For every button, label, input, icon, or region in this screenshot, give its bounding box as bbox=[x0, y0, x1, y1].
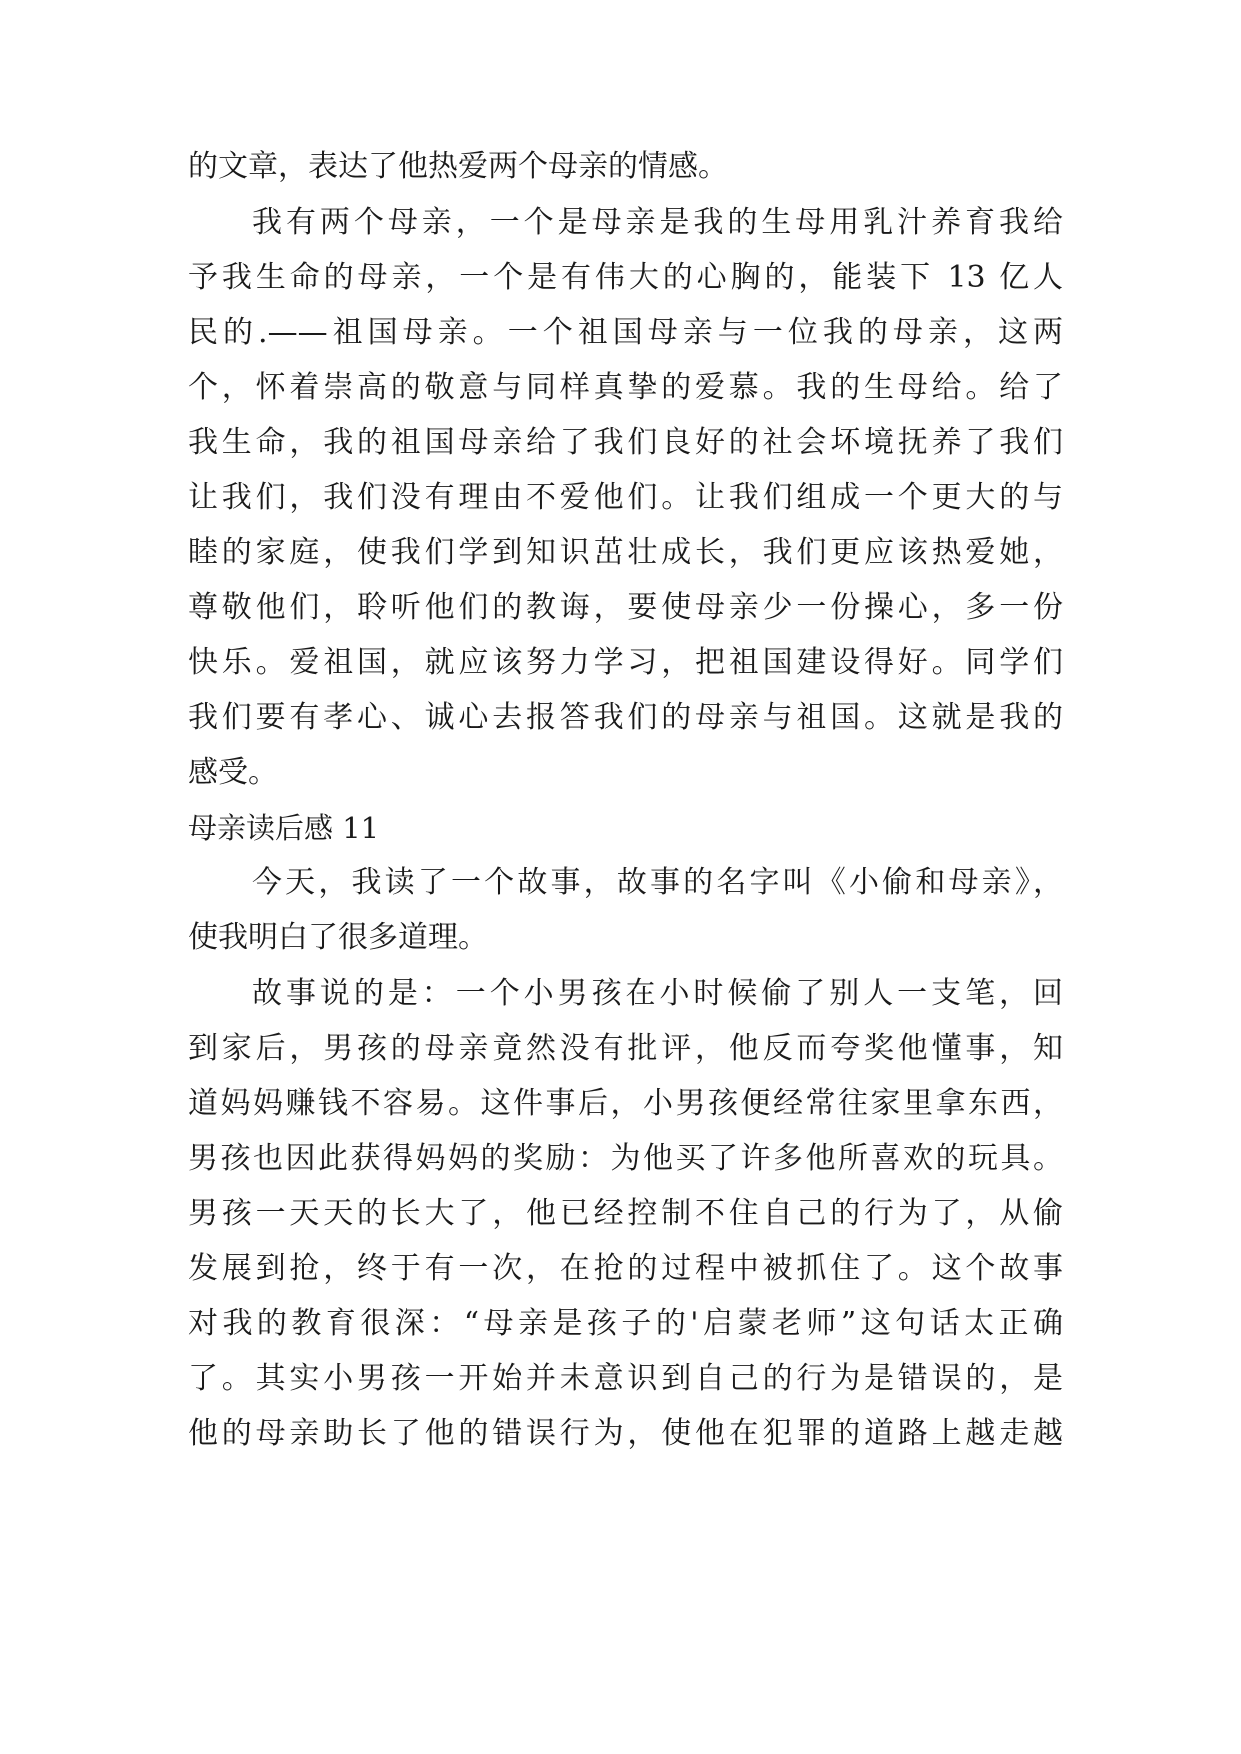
paragraph-start-line: 故事说的是：一个小男孩在小时候偷了别人一支笔，回 bbox=[252, 976, 1063, 1011]
text-line: 感受。 bbox=[188, 755, 278, 790]
text-line: 让我们，我们没有理由不爱他们。让我们组成一个更大的与 bbox=[188, 480, 1063, 515]
text-line: 睦的家庭，使我们学到知识茁壮成长，我们更应该热爱她， bbox=[188, 535, 1063, 570]
text-line: 男孩也因此获得妈妈的奖励：为他买了许多他所喜欢的玩具。 bbox=[188, 1141, 1063, 1176]
text-line: 了。其实小男孩一开始并未意识到自己的行为是错误的，是 bbox=[188, 1361, 1063, 1396]
text-line: 他的母亲助长了他的错误行为，使他在犯罪的道路上越走越 bbox=[188, 1416, 1063, 1451]
text-line: 民的.——祖国母亲。一个祖国母亲与一位我的母亲，这两 bbox=[188, 315, 1063, 350]
text-line: 发展到抢，终于有一次，在抢的过程中被抓住了。这个故事 bbox=[188, 1251, 1063, 1286]
text-line: 的文章，表达了他热爱两个母亲的情感。 bbox=[188, 149, 728, 184]
text-line: 个，怀着崇高的敬意与同样真挚的爱慕。我的生母给。给了 bbox=[188, 370, 1063, 405]
text-line: 予我生命的母亲，一个是有伟大的心胸的，能装下 13 亿人 bbox=[188, 260, 1063, 295]
text-line: 男孩一天天的长大了，他已经控制不住自己的行为了，从偷 bbox=[188, 1196, 1063, 1231]
text-line: 我们要有孝心、诚心去报答我们的母亲与祖国。这就是我的 bbox=[188, 700, 1063, 735]
paragraph-start-line: 我有两个母亲，一个是母亲是我的生母用乳汁养育我给 bbox=[252, 205, 1063, 240]
text-line: 使我明白了很多道理。 bbox=[188, 920, 488, 955]
text-line: 尊敬他们，聆听他们的教诲，要使母亲少一份操心，多一份 bbox=[188, 590, 1063, 625]
paragraph-start-line: 今天，我读了一个故事，故事的名字叫《小偷和母亲》， bbox=[252, 865, 1063, 900]
text-line: 我生命，我的祖国母亲给了我们良好的社会坏境抚养了我们 bbox=[188, 425, 1063, 460]
text-line: 对我的教育很深：“母亲是孩子的'启蒙老师”这句话太正确 bbox=[188, 1306, 1063, 1341]
section-heading: 母亲读后感 11 bbox=[188, 811, 380, 845]
text-line: 道妈妈赚钱不容易。这件事后，小男孩便经常往家里拿东西， bbox=[188, 1086, 1063, 1121]
text-line: 到家后，男孩的母亲竟然没有批评，他反而夸奖他懂事，知 bbox=[188, 1031, 1063, 1066]
text-line: 快乐。爱祖国，就应该努力学习，把祖国建设得好。同学们 bbox=[188, 645, 1063, 680]
